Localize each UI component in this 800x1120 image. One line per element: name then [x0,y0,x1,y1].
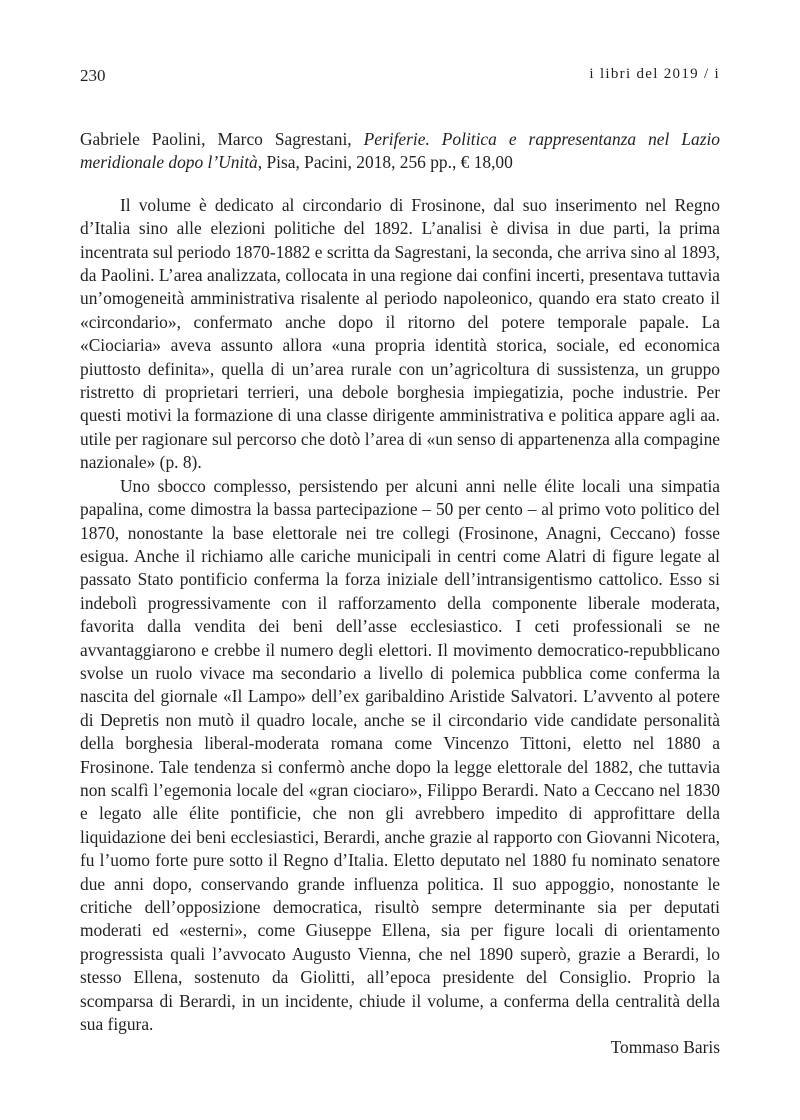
page-number: 230 [80,66,106,85]
running-head: i libri del 2019 / i [589,66,720,82]
review-content [80,128,720,1060]
citation-publication: , Pisa, Pacini, 2018, 256 pp., € 18,00 [257,152,513,173]
review-paragraph-1: Il volume è dedicato al circondario di Frosinone, dal suo inserimento nel Regno d’Italia sino alle elezioni politiche del 1892. L’analisi è divisa in due parti, la prima incentrata sul periodo 1870-1882 e scritta da Sagrestani, la seconda, che arriva sino al 1893, da Paolini. L’area analizzata, collocata in una regione dai confini incerti, presentava tuttavia un’omogeneità amministrativa risalente al periodo napoleonico, quando era stato creato il «circondario», confermato anche dopo il ritorno del potere temporale papale. La «Ciociaria» aveva assunto allora «una propria identità storica, sociale, ed economica piuttosto definita», quella di un’area rurale con un’agricoltura di sussistenza, un gruppo ristretto di proprietari terrieri, una debole borghesia impiegatizia, poche industrie. Per questi motivi la formazione di una classe dirigente amministrativa e politica appare agli aa. utile per ragionare sul percorso che dotò l’area di «un senso di appartenenza alla compagine nazionale» (p. 8). [80,194,720,473]
citation-title: Periferie. Politica e rappresentanza nel Lazio meridionale dopo l’Unità [80,129,720,173]
citation-authors: Gabriele Paolini, Marco Sagrestani, [80,129,364,149]
book-citation [80,128,720,175]
review-paragraph-2: Uno sbocco complesso, persistendo per alcuni anni nelle élite locali una simpatia papalina, come dimostra la bassa partecipazione – 50 per cento – al primo voto politico del 1870, nonostante la base elettorale nei tre collegi (Frosinone, Anagni, Ceccano) fosse esigua. Anche il richiamo alle cariche municipali in centri come Alatri di figure legate al passato Stato pontificio conferma la forza iniziale dell’intransigentismo cattolico. Esso si indebolì progressivamente con il rafforzamento della componente liberale moderata, favorita dalla vendita dei beni dell’asse ecclesiastico. I ceti professionali se ne avvantaggiarono e crebbe il numero degli elettori. Il movimento democratico-repubblicano svolse un ruolo vivace ma secondario a livello di polemica pubblica come conferma la nascita del giornale «Il Lampo» dell’ex garibaldino Aristide Salvatori. L’avvento al potere di Depretis non mutò il quadro locale, anche se il circondario vide candidate personalità della borghesia liberal-moderata romana come Vincenzo Tittoni, eletto nel 1880 a Frosinone. Tale tendenza si confermò anche dopo la legge elettorale del 1882, che tuttavia non scalfì l’egemonia locale del «gran ciociaro», Filippo Berardi. Nato a Ceccano nel 1830 e legato alle élite pontificie, che non gli avrebbero impedito di approfittare della liquidazione dei beni ecclesiastici, Berardi, anche grazie al rapporto con Giovanni Nicotera, fu l’uomo forte pure sotto il Regno d’Italia. Eletto deputato nel 1880 fu nominato senatore due anni dopo, conservando grande influenza politica. Il suo appoggio, nonostante le critiche dell’opposizione democratica, risultò sempre determinante sia per deputati moderati ed «esterni», come Giuseppe Ellena, sia per figure locali di orientamento progressista quali l’avvocato Augusto Vienna, che nel 1890 superò, grazie a Berardi, lo stesso Ellena, sostenuto da Giolitti, all’epoca presidente del Consiglio. Proprio la scomparsa di Berardi, in un incidente, chiude il volume, a conferma della centralità della sua figura. [80,475,720,1035]
reviewer-signature: Tommaso Baris [610,1037,720,1058]
